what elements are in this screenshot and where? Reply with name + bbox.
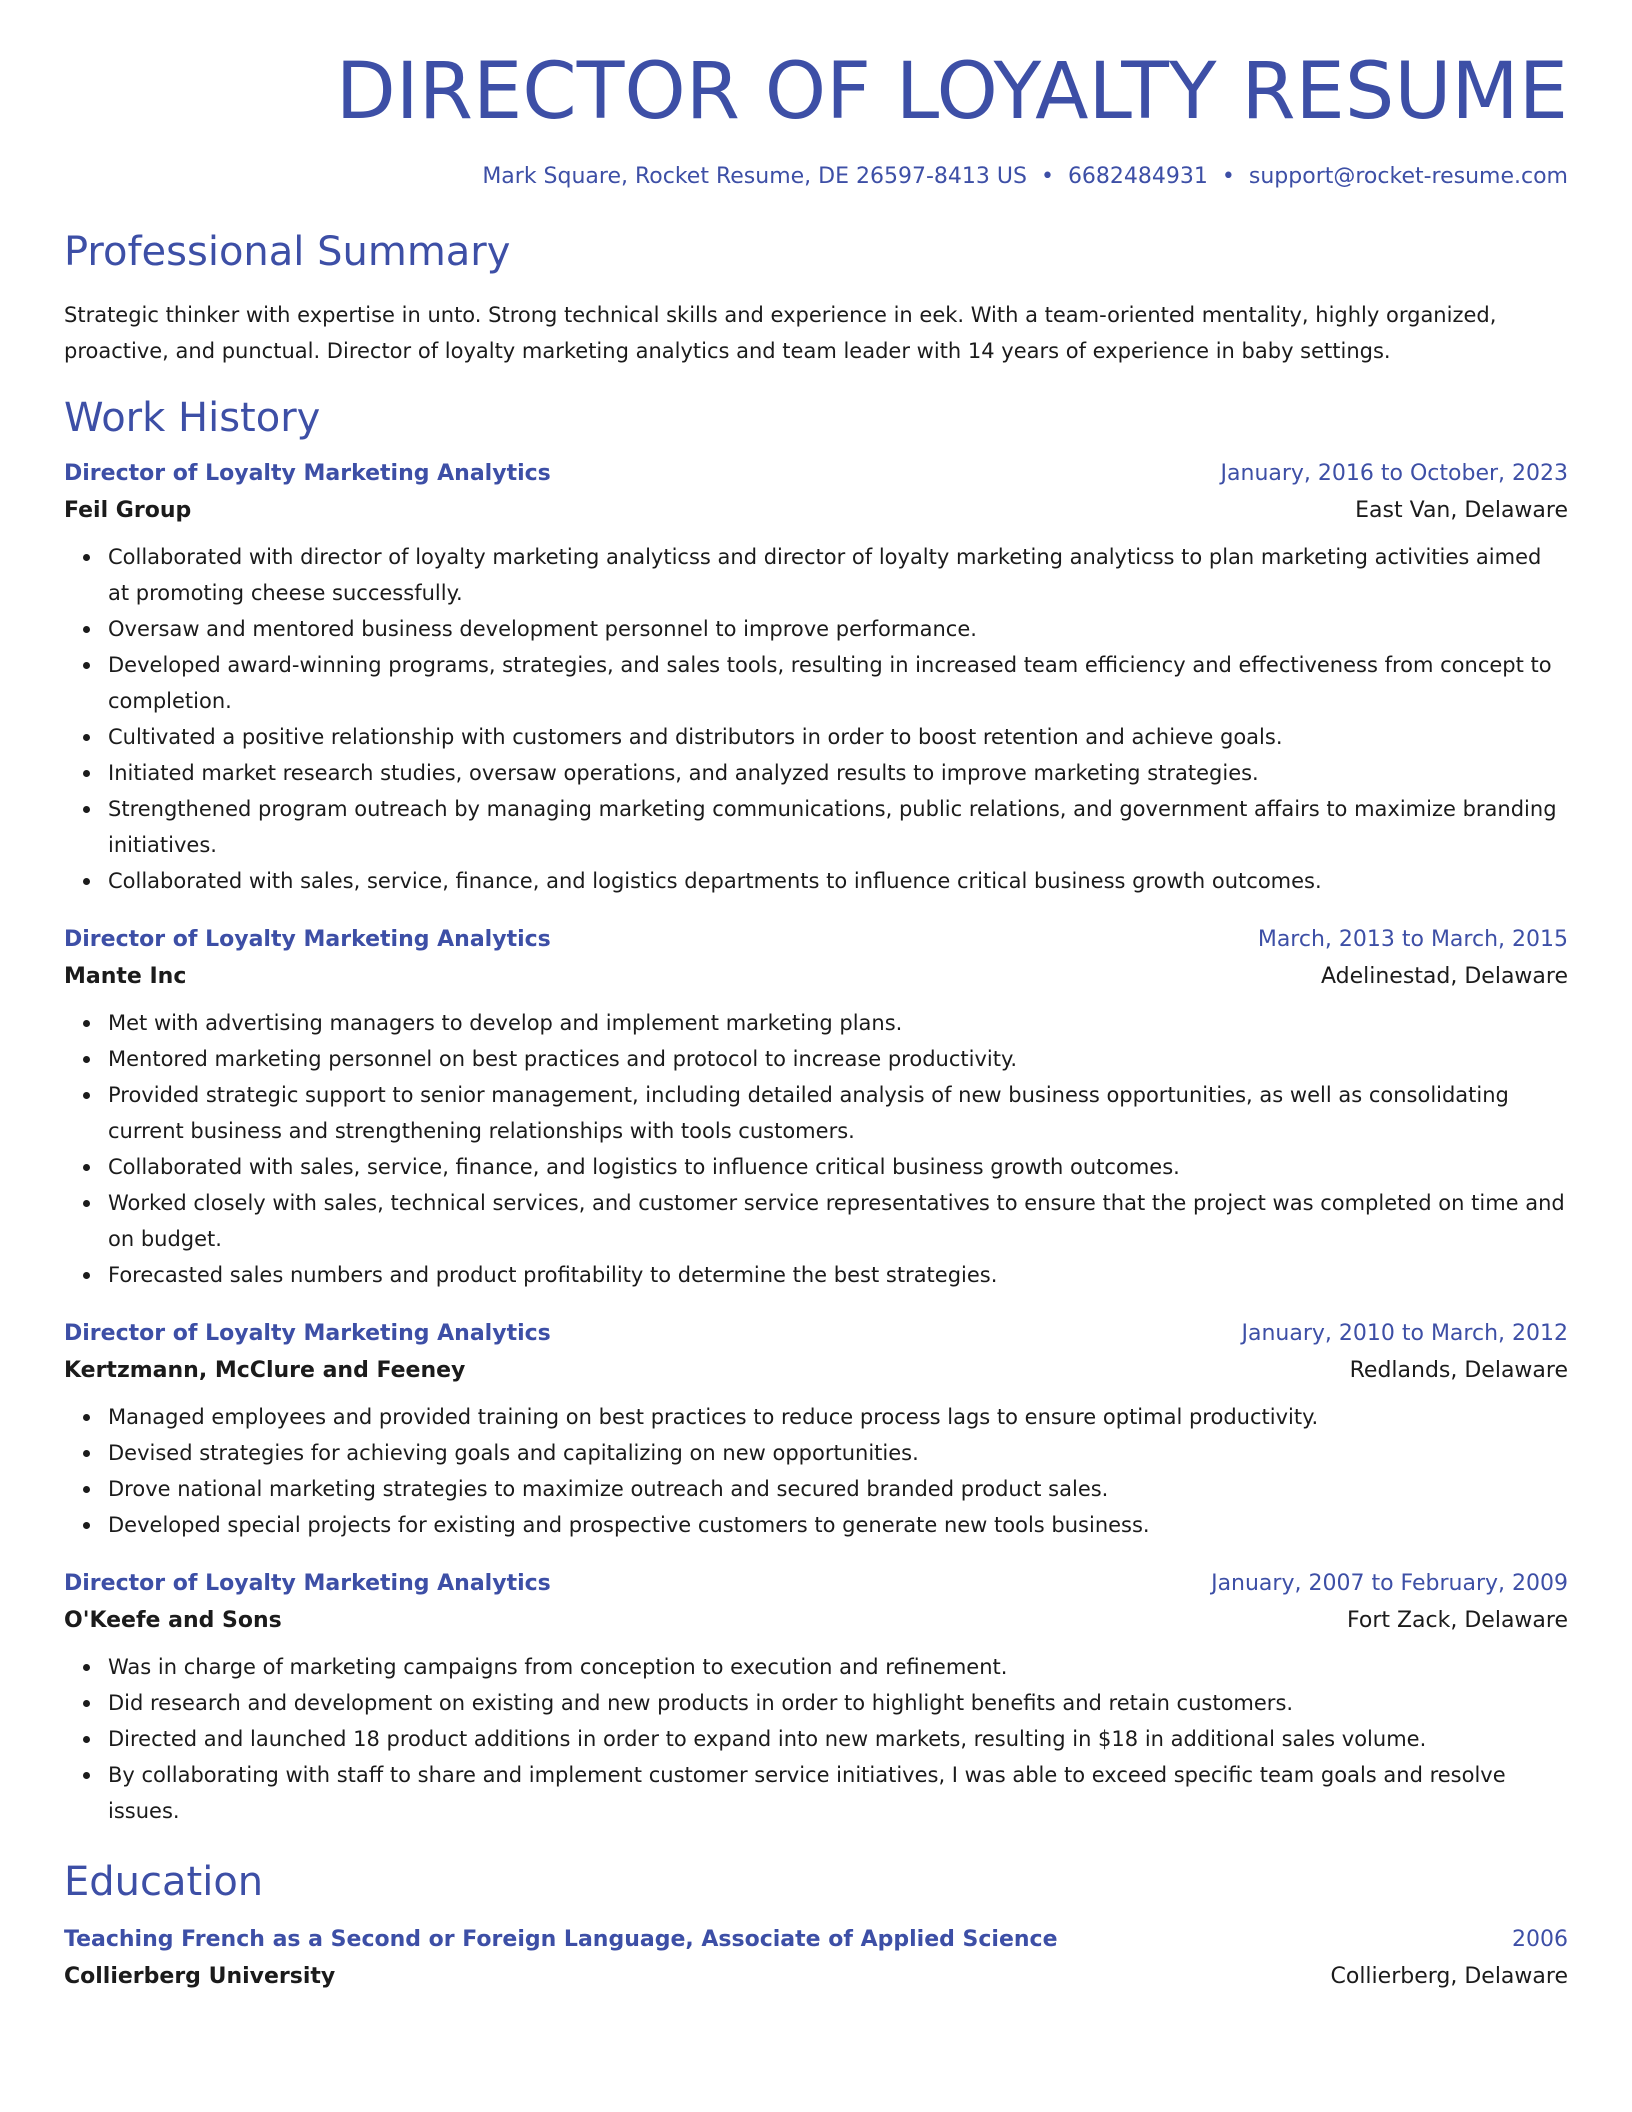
job-bullet: Did research and development on existing and new products in order to highlight benefits and retain customers. (108, 1685, 1568, 1721)
job-entry (64, 927, 1568, 1293)
job-bullet: Developed special projects for existing and prospective customers to generate new tools business. (108, 1507, 1568, 1543)
job-bullets (64, 1005, 1568, 1293)
job-entry (64, 461, 1568, 899)
contact-separator: • (1221, 163, 1235, 189)
job-bullet: Managed employees and provided training on best practices to reduce process lags to ensure optimal productivity. (108, 1399, 1568, 1435)
job-bullet: Forecasted sales numbers and product profitability to determine the best strategies. (108, 1257, 1568, 1293)
job-bullets (64, 1399, 1568, 1543)
job-bullet: Mentored marketing personnel on best practices and protocol to increase productivity. (108, 1041, 1568, 1077)
job-dates: January, 2007 to February, 2009 (1211, 1570, 1568, 1596)
contact-address: Mark Square, Rocket Resume, DE 26597-8413 US (482, 163, 1027, 189)
job-bullet: Provided strategic support to senior management, including detailed analysis of new business opportunities, as well as consolidating current business and strengthening relationships with tools customers. (108, 1077, 1568, 1149)
resume-header (64, 47, 1568, 189)
company-name: Kertzmann, McClure and Feeney (64, 1357, 466, 1383)
job-bullet: Directed and launched 18 product additions in order to expand into new markets, resulting in $18 in additional sales volume. (108, 1721, 1568, 1757)
job-bullet: Collaborated with sales, service, finance, and logistics to influence critical business growth outcomes. (108, 1149, 1568, 1185)
job-title: Director of Loyalty Marketing Analytics (64, 1570, 551, 1596)
job-location: Fort Zack, Delaware (1346, 1607, 1568, 1633)
job-entry (64, 1571, 1568, 1829)
company-name: O'Keefe and Sons (64, 1607, 282, 1633)
job-title: Director of Loyalty Marketing Analytics (64, 1320, 551, 1346)
graduation-year: 2006 (1512, 1926, 1568, 1952)
company-name: Feil Group (64, 497, 192, 523)
summary-heading: Professional Summary (64, 228, 511, 275)
job-title: Director of Loyalty Marketing Analytics (64, 926, 551, 952)
job-bullet: By collaborating with staff to share and implement customer service initiatives, I was able to exceed specific team goals and resolve issues. (108, 1757, 1568, 1829)
job-bullet: Developed award-winning programs, strategies, and sales tools, resulting in increased team efficiency and effectiveness from concept to completion. (108, 647, 1568, 719)
job-dates: January, 2010 to March, 2012 (1241, 1320, 1568, 1346)
job-bullet: Drove national marketing strategies to maximize outreach and secured branded product sales. (108, 1471, 1568, 1507)
job-bullet: Collaborated with director of loyalty marketing analyticss and director of loyalty marketing analyticss to plan marketing activities aimed at promoting cheese successfully. (108, 539, 1568, 611)
job-bullet: Was in charge of marketing campaigns from conception to execution and refinement. (108, 1649, 1568, 1685)
job-title: Director of Loyalty Marketing Analytics (64, 460, 551, 486)
job-location: Redlands, Delaware (1349, 1357, 1568, 1383)
contact-line (64, 164, 1568, 189)
education-entry (64, 1927, 1568, 1989)
job-bullets (64, 539, 1568, 899)
resume-name: DIRECTOR OF LOYALTY RESUME (335, 47, 1568, 137)
degree-title: Teaching French as a Second or Foreign Language, Associate of Applied Science (64, 1926, 1058, 1952)
school-name: Collierberg University (64, 1963, 336, 1989)
summary-text: Strategic thinker with expertise in unto. Strong technical skills and experience in eek. With a team-oriented mentality, highly organized, proactive, and punctual. Director of loyalty marketing analytics and team leader with 14 years of experience in baby settings. (64, 302, 1497, 363)
work-history-heading: Work History (64, 394, 321, 441)
job-bullet: Cultivated a positive relationship with customers and distributors in order to boost retention and achieve goals. (108, 719, 1568, 755)
contact-phone: 6682484931 (1067, 163, 1208, 189)
job-bullets (64, 1649, 1568, 1829)
contact-separator: • (1040, 163, 1054, 189)
job-entry (64, 1321, 1568, 1543)
job-bullet: Initiated market research studies, oversaw operations, and analyzed results to improve marketing strategies. (108, 755, 1568, 791)
education-heading: Education (64, 1858, 264, 1905)
job-location: East Van, Delaware (1355, 497, 1568, 523)
job-dates: January, 2016 to October, 2023 (1220, 460, 1568, 486)
job-bullet: Worked closely with sales, technical services, and customer service representatives to ensure that the project was completed on time and on budget. (108, 1185, 1568, 1257)
company-name: Mante Inc (64, 963, 187, 989)
job-bullet: Collaborated with sales, service, finance, and logistics departments to influence critical business growth outcomes. (108, 863, 1568, 899)
job-dates: March, 2013 to March, 2015 (1257, 926, 1568, 952)
job-bullet: Devised strategies for achieving goals and capitalizing on new opportunities. (108, 1435, 1568, 1471)
job-bullet: Met with advertising managers to develop and implement marketing plans. (108, 1005, 1568, 1041)
contact-email: support@rocket-resume.com (1248, 163, 1568, 189)
job-bullet: Strengthened program outreach by managing marketing communications, public relations, and government affairs to maximize branding initiatives. (108, 791, 1568, 863)
school-location: Collierberg, Delaware (1330, 1963, 1568, 1989)
job-bullet: Oversaw and mentored business development personnel to improve performance. (108, 611, 1568, 647)
job-location: Adelinestad, Delaware (1320, 963, 1568, 989)
